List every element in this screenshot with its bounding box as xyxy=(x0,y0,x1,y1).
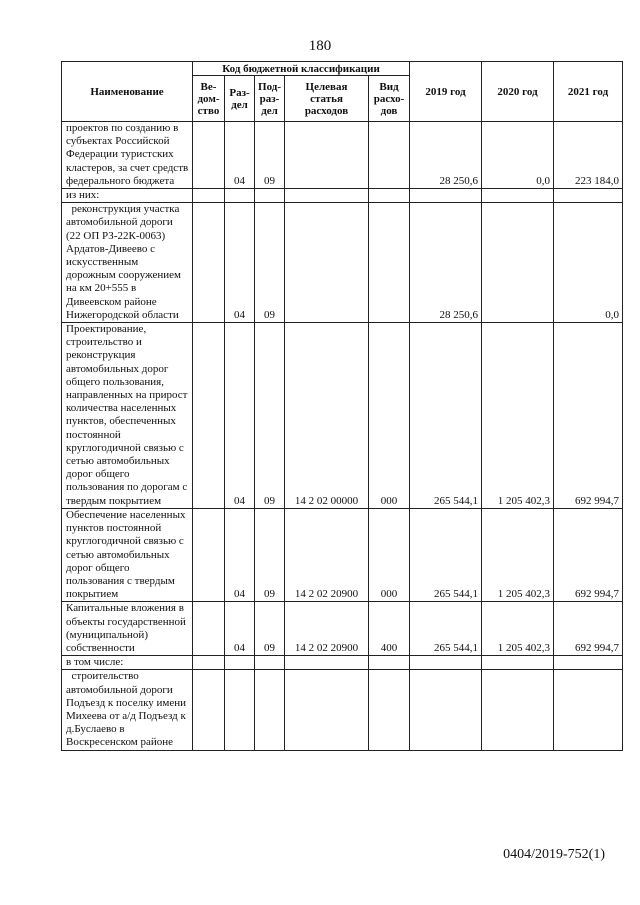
cell-y2019 xyxy=(410,670,482,750)
cell-pod: 09 xyxy=(255,323,285,509)
cell-raz xyxy=(225,656,255,670)
cell-name: Проектирование, строительство и реконструкция автомобильных дорог общего пользования, направленных на прирост количества населенных пунктов, обеспеченных постоянной круглогодичной связью с сетью автомобильных дорог общего пользования по дорогам с твердым покрытием xyxy=(62,323,193,509)
cell-name: Капитальные вложения в объекты государственной (муниципальной) собственности xyxy=(62,602,193,656)
cell-raz: 04 xyxy=(225,508,255,601)
cell-name: Обеспечение населенных пунктов постоянной круглогодичной связью с сетью автомобильных дорог общего пользования с твердым покрытием xyxy=(62,508,193,601)
table-row xyxy=(62,323,623,509)
cell-cs xyxy=(285,670,369,750)
cell-y2020: 1 205 402,3 xyxy=(482,508,554,601)
cell-cs xyxy=(285,189,369,203)
cell-raz: 04 xyxy=(225,602,255,656)
table-row xyxy=(62,670,623,750)
cell-y2020 xyxy=(482,203,554,323)
cell-y2021: 0,0 xyxy=(554,203,623,323)
cell-y2019: 265 544,1 xyxy=(410,508,482,601)
cell-ved xyxy=(193,203,225,323)
cell-y2019: 265 544,1 xyxy=(410,323,482,509)
cell-y2020 xyxy=(482,670,554,750)
cell-ved xyxy=(193,508,225,601)
cell-vr xyxy=(369,189,410,203)
cell-pod: 09 xyxy=(255,122,285,189)
cell-y2021 xyxy=(554,189,623,203)
cell-cs: 14 2 02 20900 xyxy=(285,508,369,601)
cell-pod: 09 xyxy=(255,602,285,656)
cell-y2021: 692 994,7 xyxy=(554,602,623,656)
header-razdel: Раз- дел xyxy=(225,76,255,122)
cell-name: реконструкция участка автомобильной дороги (22 ОП РЗ-22К-0063) Ардатов-Дивеево с искусственным дорожным сооружением на км 20+555 в Дивеевском районе Нижегородской области xyxy=(62,203,193,323)
cell-name: строительство автомобильной дороги Подъезд к поселку имени Михеева от а/д Подъезд к д.Буслаево в Воскресенском районе xyxy=(62,670,193,750)
cell-y2021: 223 184,0 xyxy=(554,122,623,189)
cell-cs: 14 2 02 00000 xyxy=(285,323,369,509)
header-name: Наименование xyxy=(62,62,193,122)
cell-vr xyxy=(369,122,410,189)
cell-ved xyxy=(193,656,225,670)
cell-raz xyxy=(225,670,255,750)
cell-y2021 xyxy=(554,656,623,670)
cell-ved xyxy=(193,189,225,203)
cell-pod: 09 xyxy=(255,203,285,323)
header-vid: Вид расхо- дов xyxy=(369,76,410,122)
cell-raz: 04 xyxy=(225,122,255,189)
table-row xyxy=(62,508,623,601)
cell-cs xyxy=(285,656,369,670)
table-row xyxy=(62,122,623,189)
cell-vr: 000 xyxy=(369,508,410,601)
header-code-group: Код бюджетной классификации xyxy=(193,62,410,76)
cell-vr xyxy=(369,656,410,670)
header-target: Целевая статья расходов xyxy=(285,76,369,122)
cell-cs: 14 2 02 20900 xyxy=(285,602,369,656)
cell-y2020: 1 205 402,3 xyxy=(482,323,554,509)
budget-table xyxy=(61,61,623,751)
header-2019: 2019 год xyxy=(410,62,482,122)
cell-name: в том числе: xyxy=(62,656,193,670)
cell-y2019: 265 544,1 xyxy=(410,602,482,656)
cell-cs xyxy=(285,203,369,323)
cell-pod xyxy=(255,656,285,670)
cell-raz: 04 xyxy=(225,203,255,323)
cell-y2020 xyxy=(482,189,554,203)
cell-vr xyxy=(369,670,410,750)
cell-ved xyxy=(193,670,225,750)
table-row xyxy=(62,203,623,323)
cell-y2019 xyxy=(410,189,482,203)
cell-ved xyxy=(193,602,225,656)
header-2020: 2020 год xyxy=(482,62,554,122)
cell-vr: 000 xyxy=(369,323,410,509)
cell-pod: 09 xyxy=(255,508,285,601)
cell-vr: 400 xyxy=(369,602,410,656)
cell-name: проектов по созданию в субъектах Российской Федерации туристских кластеров, за счет средств федерального бюджета xyxy=(62,122,193,189)
header-vedom: Ве- дом- ство xyxy=(193,76,225,122)
cell-y2019: 28 250,6 xyxy=(410,203,482,323)
table-row xyxy=(62,602,623,656)
cell-y2020 xyxy=(482,656,554,670)
cell-pod xyxy=(255,670,285,750)
cell-cs xyxy=(285,122,369,189)
cell-ved xyxy=(193,122,225,189)
cell-ved xyxy=(193,323,225,509)
header-podrazdel: Под- раз- дел xyxy=(255,76,285,122)
cell-name: из них: xyxy=(62,189,193,203)
cell-y2019 xyxy=(410,656,482,670)
cell-y2020: 1 205 402,3 xyxy=(482,602,554,656)
cell-pod xyxy=(255,189,285,203)
page-number: 180 xyxy=(308,38,332,54)
table-row xyxy=(62,189,623,203)
cell-y2021 xyxy=(554,670,623,750)
cell-y2020: 0,0 xyxy=(482,122,554,189)
cell-y2021: 692 994,7 xyxy=(554,508,623,601)
cell-y2021: 692 994,7 xyxy=(554,323,623,509)
header-2021: 2021 год xyxy=(554,62,623,122)
cell-raz xyxy=(225,189,255,203)
cell-y2019: 28 250,6 xyxy=(410,122,482,189)
cell-vr xyxy=(369,203,410,323)
document-code: 0404/2019-752(1) xyxy=(503,847,605,862)
table-row xyxy=(62,656,623,670)
cell-raz: 04 xyxy=(225,323,255,509)
